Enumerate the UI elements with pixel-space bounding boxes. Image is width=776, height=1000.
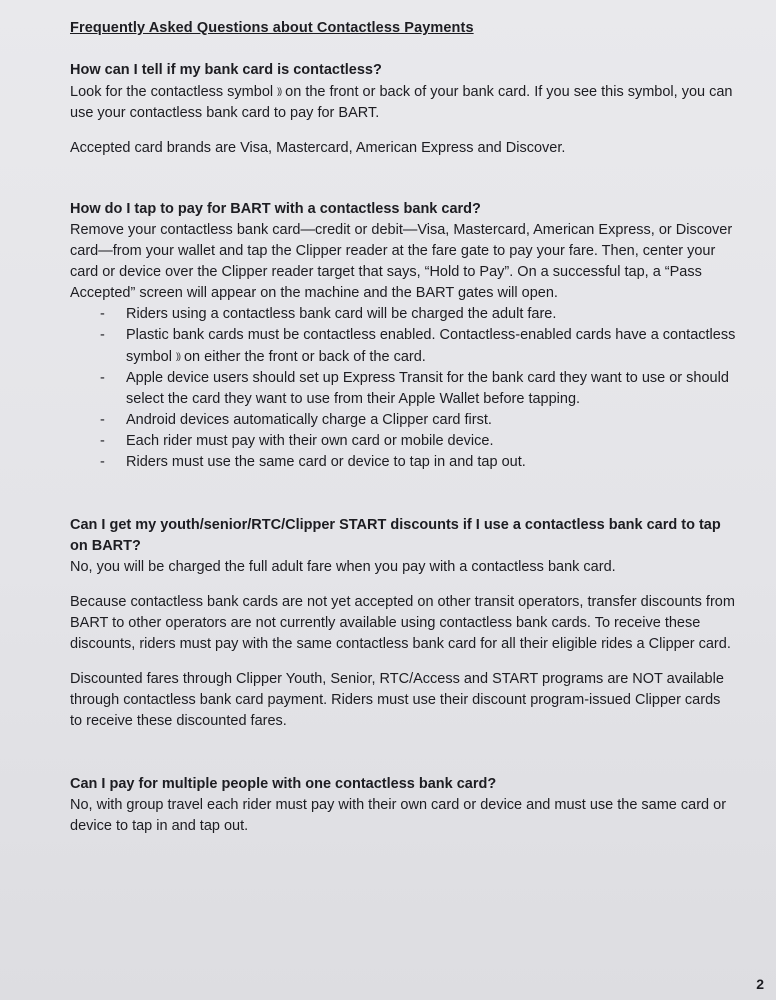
question-heading: Can I pay for multiple people with one contactless bank card? — [70, 776, 497, 792]
faq-discounts — [70, 515, 736, 732]
answer-paragraph — [70, 81, 736, 124]
question-heading: Can I get my youth/senior/RTC/Clipper START discounts if I use a contactless bank card to tap on BART? — [70, 517, 721, 554]
list-item: - Apple device users should set up Express Transit for the bank card they want to use or should select the card they want to use from their Apple Wallet before tapping. — [100, 368, 736, 410]
answer-paragraph: No, with group travel each rider must pay with their own card or device and must use the same card or device to tap in and tap out. — [70, 797, 727, 834]
answer-paragraph: Because contactless bank cards are not yet accepted on other transit operators, transfer discounts from BART to other operators are not currently available using contactless bank cards. To receive these discounts, riders must pay with the same contactless bank card for all their eligible rides a Clipper card. — [70, 594, 735, 652]
list-item: - Riders must use the same card or device to tap in and tap out. — [100, 452, 736, 473]
faq-multiple-people — [70, 774, 736, 837]
answer-paragraph: Discounted fares through Clipper Youth, Senior, RTC/Access and START programs are NOT available through contactless bank card payment. Riders must use their discount program-issued Clipper cards to receive these discounted fares. — [70, 671, 724, 729]
list-item: - Riders using a contactless bank card will be charged the adult fare. — [100, 304, 736, 325]
faq-contactless-check — [70, 60, 736, 159]
list-item-text: Plastic bank cards must be contactless enabled. Contactless-enabled cards have a contactless symbol — [126, 327, 736, 365]
question-heading: How can I tell if my bank card is contactless? — [70, 62, 382, 78]
list-item — [100, 325, 736, 368]
page-number: 2 — [756, 976, 764, 992]
faq-tap-to-pay — [70, 199, 736, 473]
contactless-symbol-icon: )) — [277, 86, 282, 96]
answer-paragraph: Remove your contactless bank card—credit or debit—Visa, Mastercard, American Express, or Discover card—from your wallet and tap the Clipper reader at the fare gate to pay your fare. Then, center your card or device over the Clipper reader target that says, “Hold to Pay”. On a successful tap, a “Pass Accepted” screen will appear on the machine and the BART gates will open. — [70, 222, 733, 301]
answer-paragraph: Accepted card brands are Visa, Mastercard, American Express and Discover. — [70, 140, 566, 156]
list-item: - Android devices automatically charge a Clipper card first. — [100, 410, 736, 431]
answer-text: Look for the contactless symbol — [70, 84, 274, 100]
answer-text: on the front or back of your bank card. If you see this symbol, you can use your contactless bank card to pay for BART. — [70, 84, 733, 121]
list-item-text: on either the front or back of the card. — [179, 349, 426, 365]
question-heading: How do I tap to pay for BART with a contactless bank card? — [70, 201, 481, 217]
list-item: - Each rider must pay with their own card or mobile device. — [100, 431, 736, 452]
contactless-symbol-icon: )) — [175, 351, 180, 361]
document-title: Frequently Asked Questions about Contactless Payments — [70, 20, 474, 36]
answer-paragraph: No, you will be charged the full adult fare when you pay with a contactless bank card. — [70, 559, 616, 575]
bullet-list — [70, 304, 736, 473]
